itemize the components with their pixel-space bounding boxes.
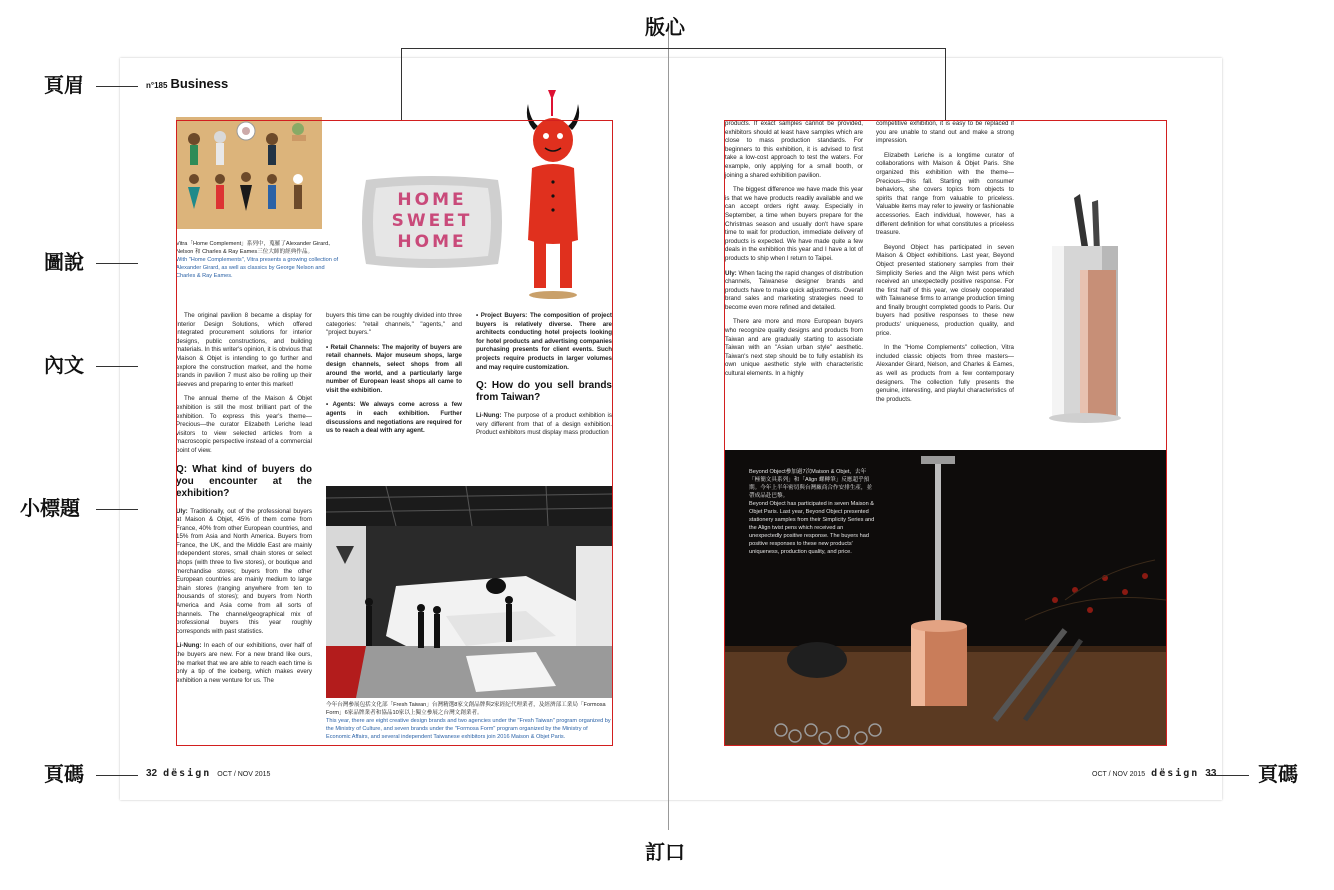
body-paragraph: Elizabeth Leriche is a longtime curator of collaborations with Maison & Objet Paris. She organized this exhibition with the theme—Precious—this fall. Starting with consumer behaviors, she covers topics from objects to spirits that range from valuable to priceless. Valuable items may refer to jewelry or fashionable accessories. Each individual, however, has a different definition for what constitutes a priceless treasure. (876, 151, 1014, 237)
photo-caption-zh: Beyond Object參加過7次Maison & Objet，去年「極簡文具系列」和「Align 螺轉筆」反應超乎預期。今年上半年密切與台灣廠商合作安排生產，並帶成品赴巴黎。 (749, 469, 873, 499)
top-caption-zh: Vitra「Home Complement」系列中，蒐羅了Alexander Girard、Nelson 和 Charles & Ray Eames三位大師的經典作品。 (176, 241, 334, 255)
body-paragraph: The biggest difference we have made this year is that we have products readily available and we can accept orders right away. Especially in September, a time when buyers prepare for the Christmas season and usually don't have spare time to wait for production, immediate delivery of products is expected. We have made quite a few deals in the exhibition this year and I have a lot of products to ship when I return to Taipei. (725, 186, 863, 262)
speaker-li-nung: Li-Nung: (476, 412, 502, 420)
body-paragraph: In the "Home Complements" collection, Vitra included classic objects from three masters—Alexander Girard, Nelson, and Charles & Eames, as well as products from a few contemporary designers. The collection fully presents the genuine, interesting, and playful characteristics of the products. (876, 344, 1014, 403)
answer-text: When facing the rapid changes of distribution channels, Taiwanese designer brands and products have to make quick adjustments. Overall brand sales and marketing strategies need to become even more refined and detailed. (725, 269, 863, 311)
body-label: 內文 (44, 353, 84, 377)
body-paragraph: The original pavilion 8 became a display for Interior Design Solutions, which offered integrated procurement solutions for interior designs, public constructions, and building materials. In this writer's opinion, it is obvious that Maison & Objet is intending to go further and explore the construction market, and the home brands in pavilion 7 must also be rolling up their sleeves and preparing to enter this market! (176, 312, 312, 388)
answer-text: Traditionally, out of the professional buyers at Maison & Objet, 45% of them come from France, 40% from other European countries, and 15% from Asia and North America. Buyers from France, the UK, and the Middle East are mainly independent stores, small chain stores or select shops (with three to five stores), or boutique and merchandise stores; buyers from the other European countries are mainly medium to large chain stores (ranging anywhere from ten to thousands of stores); and buyers from North America and Asia come from all sorts of channels. The channel/geographical mix of professional buyers this year roughly corresponds with past statistics. (176, 507, 312, 635)
bottom-caption-en: This year, there are eight creative design brands and two agencies under the "Fresh Taiwan" program organized by the Ministry of Culture, and seven brands under the "Formosa Form" program organized by the Ministry of Economic Affairs, and several independent Taiwanese exhibitors join 2016 Maison & Objet Paris. (326, 718, 611, 740)
answer-text: The purpose of a product exhibition is very different from that of a design exhibition. Product exhibitors must display mass production (476, 412, 612, 437)
magazine-name-left: dësign (163, 768, 212, 779)
type-area-leader (401, 48, 946, 49)
body-paragraph: competitive exhibition, it is easy to be replaced if you are unable to stand out and make a strong impression. (876, 120, 1014, 145)
subhead-label: 小標題 (20, 496, 80, 520)
pillow-text: HOME SWEET HOME (391, 190, 473, 252)
body-paragraph: The annual theme of the Maison & Objet exhibition is still the most brilliant part of the exhibition. To express this year's theme—Precious—the curator Elizabeth Leriche lead visitors to view selected articles from a macroscopic perspective instead of a commercial point of view. (176, 395, 312, 454)
folio-left-label: 頁碼 (44, 762, 84, 786)
body-paragraph: products. If exact samples cannot be provided, exhibitors should at least have samples which are close to mass production standards. For beginners to this exhibition, it is advised to first take a low-cost approach to test the waters. For example, only applying for a small booth, or joining a shared exhibition pavilion. (725, 120, 863, 179)
top-caption-en: With "Home Complements", Vitra presents a growing collection of Alexander Girard, as well as classics by George Nelson and Charles & Ray Eames. (176, 257, 339, 279)
folio-right-label: 頁碼 (1258, 762, 1298, 786)
page-number-right: 33 (1205, 768, 1217, 779)
speaker-uly: Uly: (725, 269, 737, 277)
issue-date-right: OCT / NOV 2015 (1092, 771, 1146, 778)
magazine-name-right: dësign (1151, 768, 1200, 779)
speaker-li-nung: Li-Nung: (176, 642, 202, 650)
page-number-left: 32 (146, 768, 158, 779)
bullet-retail: • Retail Channels: The majority of buyers are retail channels. Major museum shops, large design channels, select shops from all around the world, and a particularly large number of European least shops all came to visit the exhibition. (326, 343, 462, 394)
body-paragraph: Beyond Object has participated in seven Maison & Object exhibitions. Last year, Beyond Object presented stationery samples from their Simplicity Series and the Align twist pens which received an unexpectedly positive response. For the first half of this year, we closely cooperated with Taiwanese firms to arrange production timing and finally brought completed goods to Paris. Our buyers had positive responses to these new products' uniqueness, production quality, and price. (876, 243, 1014, 337)
running-head (146, 76, 228, 91)
body-paragraph: There are more and more European buyers who recognize quality designs and products from Taiwan and are gradually starting to associate Taiwan with an "Asian urban style" aesthetic. Taiwan's next step should be to fully establish its own unique aesthetic style with characteristic cultural elements. In a highly (725, 318, 863, 378)
bottom-caption-zh: 今年台灣參展包括文化部「Fresh Taiwan」台灣精選8家文創品牌與2家經紀代理業者，及經濟部工業局「Formosa Form」6家品牌業者和協品10家以上獨立參展之台灣文創業者。 (326, 702, 606, 716)
type-area-frame-left (176, 120, 613, 746)
gutter-label: 訂口 (645, 840, 685, 864)
bullet-project-buyers: • Project Buyers: The composition of project buyers is relatively diverse. There are architects conducting hotel projects looking for hotel products and advertising companies purchasing presents for client events. Such projects require products in larger volumes and may require customization. (476, 312, 612, 371)
type-area-label: 版心 (645, 15, 685, 39)
speaker-uly: Uly: (176, 507, 188, 515)
answer-text: In each of our exhibitions, over half of the buyers are new. For a new brand like ours, the market that we are able to reach each time is only a tip of the iceberg, which makes every exhibition a new venture for us. The (176, 642, 312, 684)
caption-leader (96, 263, 138, 264)
issue-date-left: OCT / NOV 2015 (217, 771, 271, 778)
type-area-leader-right (945, 48, 946, 120)
folio-left-leader (96, 775, 138, 776)
header-label: 頁眉 (44, 73, 84, 97)
gutter-line (668, 30, 669, 830)
folio-right (1092, 768, 1216, 779)
issue-number: n°185 (146, 81, 168, 90)
type-area-frame-right (724, 120, 1167, 746)
body-paragraph: buyers this time can be roughly divided into three categories: "retail channels," "agents," and "project buyers." (326, 312, 462, 337)
body-leader (96, 366, 138, 367)
folio-left (146, 768, 270, 779)
type-area-leader-left (401, 48, 402, 120)
section-title: Business (170, 76, 229, 91)
photo-caption-en: Beyond Object has participated in seven Maison & Objet Paris. Last year, Beyond Object presented stationery samples from their Simplicity Series and the Align twist pens which received an unexpectedly positive response. The buyers had positive responses to these new products' uniqueness, production quality, and price. (749, 501, 875, 555)
subhead-taiwan: Q: How do you sell brands from Taiwan? (476, 380, 612, 404)
header-leader (96, 86, 138, 87)
bullet-agents: • Agents: We always come across a few agents in each exhibition. Further discussions and negotiations are required for us to reach a deal with any agent. (326, 401, 462, 435)
subhead-buyers: Q: What kind of buyers do you encounter at the exhibition? (176, 463, 312, 499)
caption-label: 圖說 (44, 250, 84, 274)
subhead-leader (96, 509, 138, 510)
